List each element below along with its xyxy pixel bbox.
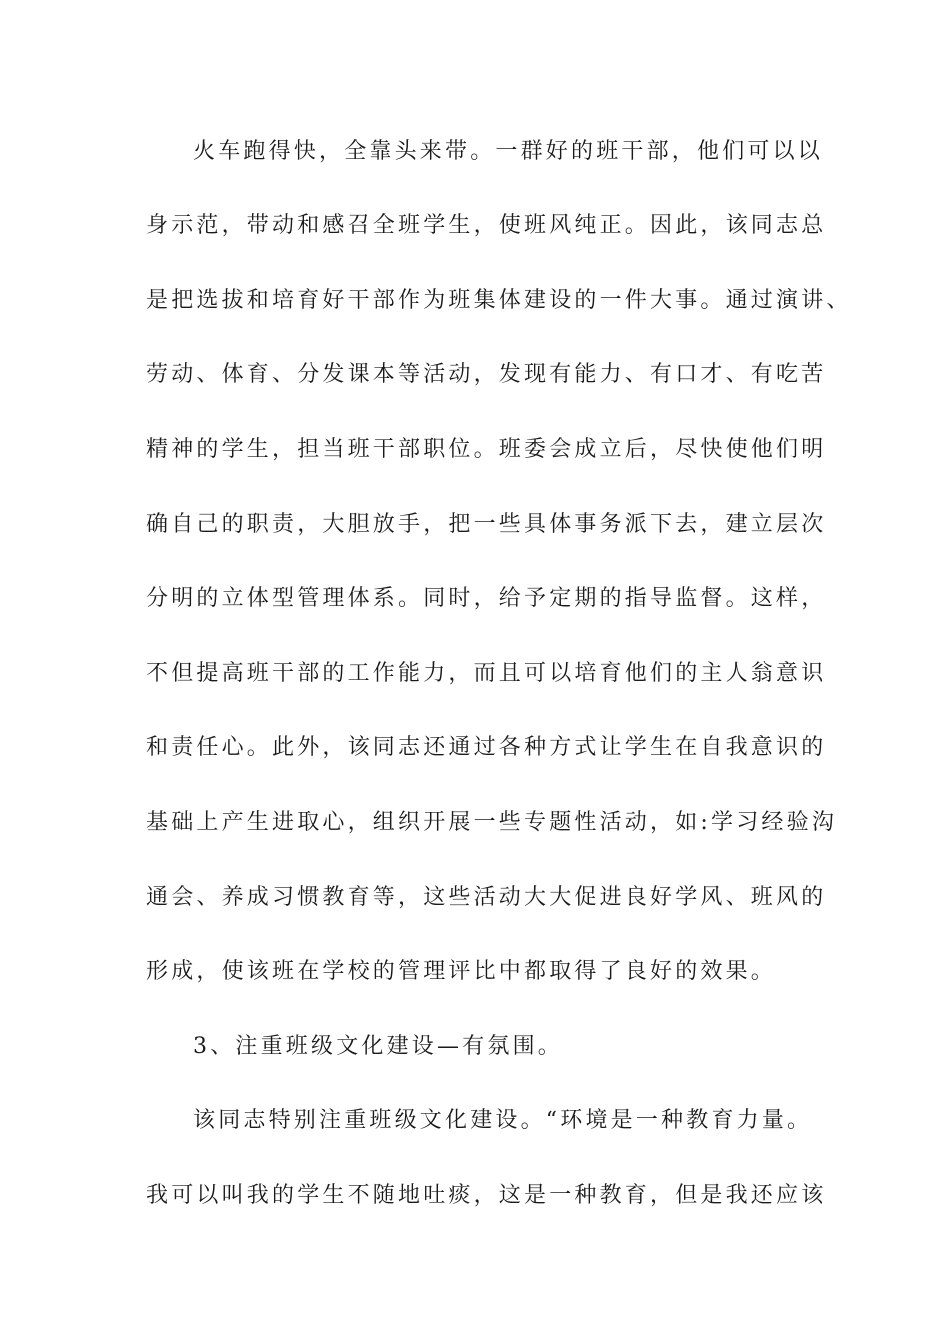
paragraph-line-6: 确自己的职责，大胆放手，把一些具体事务派下去，建立层次 — [146, 512, 827, 537]
paragraph-line-3: 是把选拔和培育好干部作为班集体建设的一件大事。通过演讲、 — [146, 288, 852, 313]
paragraph-line-4: 劳动、体育、分发课本等活动，发现有能力、有口才、有吃苦 — [146, 362, 827, 387]
paragraph-line-12: 形成，使该班在学校的管理评比中都取得了良好的效果。 — [146, 959, 777, 984]
paragraph-line-9: 和责任心。此外，该同志还通过各种方式让学生在自我意识的 — [146, 735, 827, 760]
paragraph-line-1: 火车跑得快，全靠头来带。一群好的班干部，他们可以以 — [193, 139, 824, 164]
paragraph-line-7: 分明的立体型管理体系。同时，给予定期的指导监督。这样， — [146, 586, 827, 611]
paragraph-line-8: 不但提高班干部的工作能力，而且可以培育他们的主人翁意识 — [146, 661, 827, 686]
section-heading: 3、注重班级文化建设—有氛围。 — [193, 1034, 563, 1059]
paragraph-line-2: 身示范，带动和感召全班学生，使班风纯正。因此，该同志总 — [146, 213, 827, 238]
paragraph-line-10: 基础上产生进取心，组织开展一些专题性活动，如:学习经验沟 — [146, 810, 838, 835]
paragraph-line-11: 通会、养成习惯教育等，这些活动大大促进良好学风、班风的 — [146, 885, 827, 910]
paragraph-line-5: 精神的学生，担当班干部职位。班委会成立后，尽快使他们明 — [146, 437, 827, 462]
paragraph-line-15: 我可以叫我的学生不随地吐痰，这是一种教育，但是我还应该 — [146, 1183, 827, 1208]
paragraph-line-14: 该同志特别注重班级文化建设。“环境是一种教育力量。 — [193, 1108, 813, 1133]
